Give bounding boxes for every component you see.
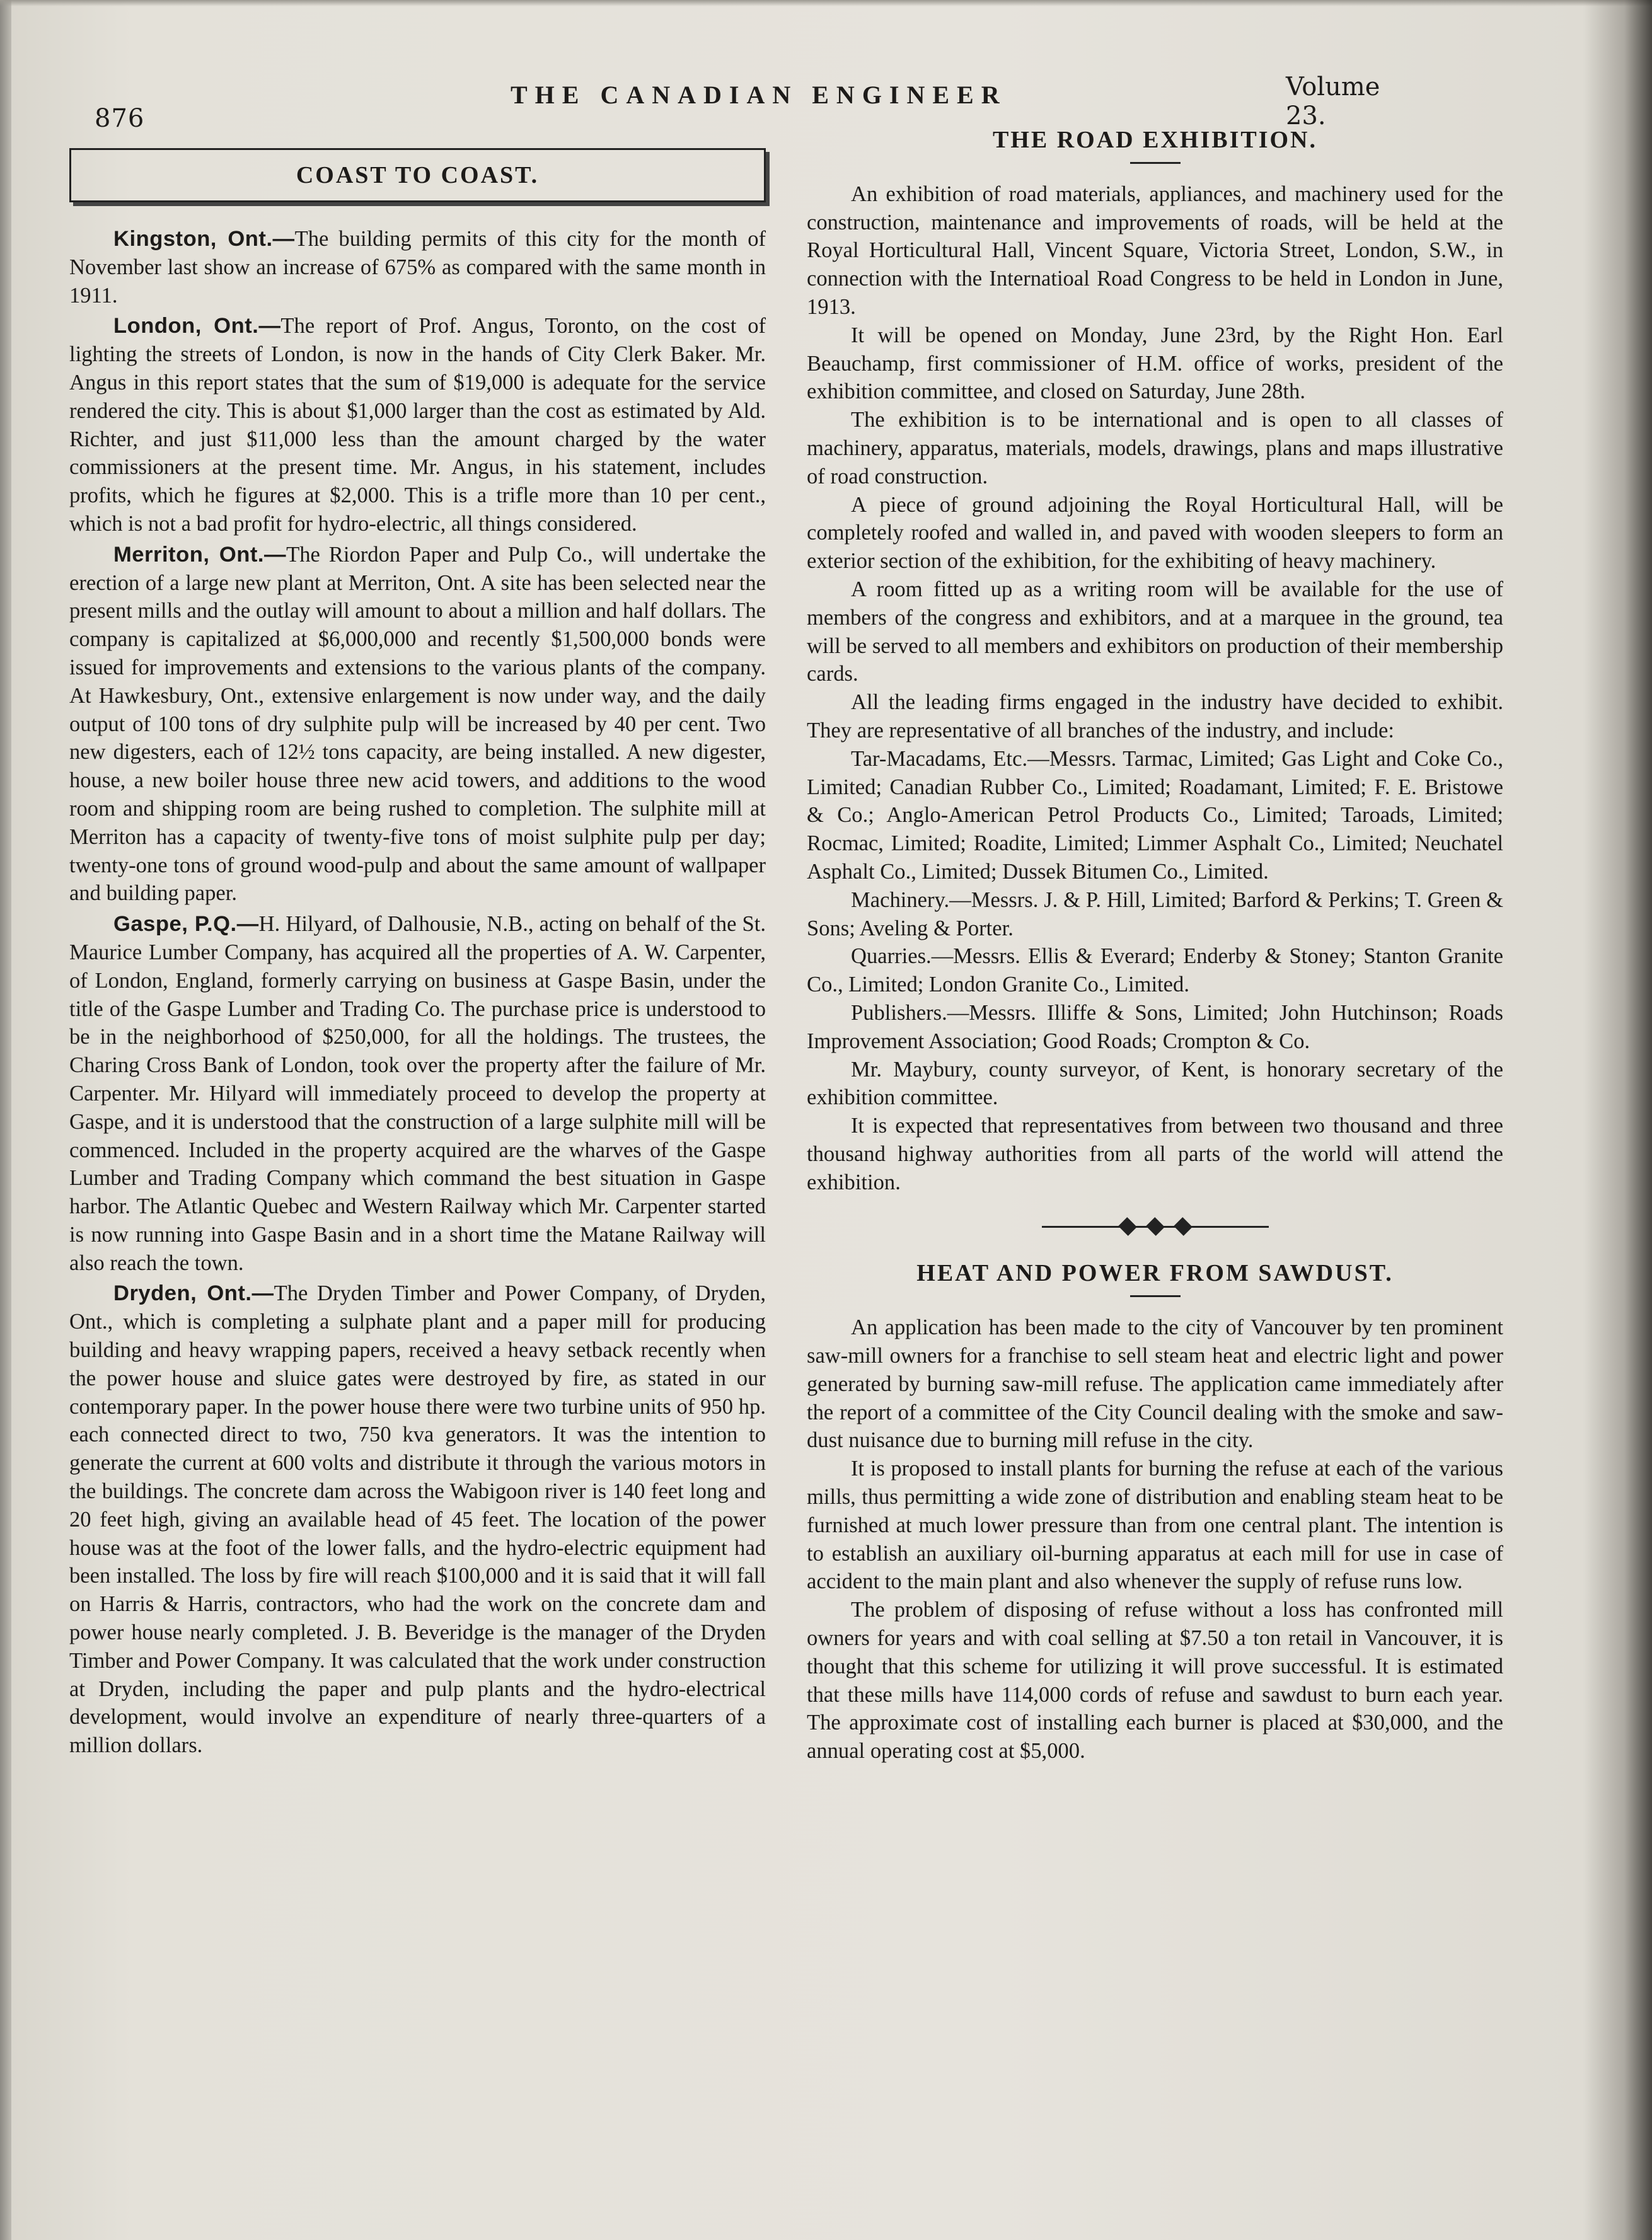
volume-label: Volume 23. (1286, 72, 1380, 130)
page-number: 876 (95, 104, 145, 133)
road-paragraph: A piece of ground adjoining the Royal Horticultural Hall, will be completely roofed and walled in, and paved with wooden sleepers to form an exterior section of the exhibition, for the exhibiting of heavy machinery. (807, 492, 1503, 574)
news-item-lead: Merriton, Ont.— (113, 542, 287, 567)
news-item-kingston (69, 225, 766, 309)
sawdust-paragraph: The problem of disposing of refuse without a loss has confronted mill owners for years and with coal selling at $7.50 a ton retail in Vancouver, it is thought that this scheme for utilizing it will prove successful. It is estimated that these mills have 114,000 cords of refuse and sawdust to burn each year. The approximate cost of installing each burner is placed at $30,000, and the annual operating cost at $5,000. (807, 1598, 1503, 1764)
divider-diamond (1146, 1218, 1165, 1237)
running-header (95, 72, 1424, 133)
coast-to-coast-heading: COAST TO COAST. (69, 148, 766, 202)
news-item-gaspe (69, 910, 766, 1277)
sawdust-paragraph: It is proposed to install plants for burning the refuse at each of the various mills, thus permitting a wide zone of distribution and enabling steam heat to be furnished at much lower pressure than from one central plant. The intention is to establish an auxiliary oil-burning apparatus at each mill for use in case of accident to the main plant and also whenever the supply of refuse runs low. (807, 1457, 1503, 1594)
divider-diamond (1174, 1218, 1193, 1237)
news-item-dryden (69, 1279, 766, 1760)
news-item-text: The Dryden Timber and Power Company, of Dryden, Ont., which is completing a sulphate plant and a paper mill for producing building and heavy wrapping papers, received a heavy setback recently when the power house and sluice gates were destroyed by fire, as stated in our contemporary paper. In the power house there were two turbine units of 950 hp. each connected direct to two, 750 kva generators. It was the intention to generate the current at 600 volts and distribute it through the various motors in the buildings. The concrete dam across the Wabigoon river is 140 feet long and 20 feet high, giving an available head of 45 feet. The location of the power house was at the foot of the lower falls, and the hydro-electric equipment had been installed. The loss by fire will reach $100,000 and it is said that it will fall on Harris & Harris, contractors, who had the work on the concrete dam and power house nearly completed. J. B. Beveridge is the manager of the Dryden Timber and Power Company. It was calculated that the work under construction at Dryden, including the paper and pulp plants and the hydro-electrical development, would involve an expenditure of nearly three-quarters of a million dollars. (69, 1281, 766, 1758)
sawdust-paragraph: An application has been made to the city of Vancouver by ten prominent saw-mill owners for a franchise to sell steam heat and electric light and power generated by burning saw-mill refuse. The application came immediately after the report of a committee of the City Council dealing with the smoke and saw-dust nuisance due to burning mill refuse in the city. (807, 1315, 1503, 1453)
road-paragraph: It will be opened on Monday, June 23rd, by the Right Hon. Earl Beauchamp, first commissioner of H.M. office of works, president of the exhibition committee, and closed on Saturday, June 28th. (807, 323, 1503, 404)
sawdust-heading: HEAT AND POWER FROM SAWDUST. (916, 1260, 1394, 1287)
left-column (69, 148, 766, 1760)
right-column (807, 126, 1503, 1765)
news-item-lead: Dryden, Ont.— (113, 1281, 274, 1306)
news-item-text: The building permits of this city for the month of November last show an increase of 675% as compared with the same month in 1911. (69, 227, 766, 308)
news-item-text: The report of Prof. Angus, Toronto, on the cost of lighting the streets of London, is now in the hands of City Clerk Baker. Mr. Angus in this report states that the sum of $19,000 is adequate for the service rendered the city. This is about $1,000 larger than the cost as estimated by Ald. Richter, and just $11,000 less than the amount charged by the water commissioners at the present time. Mr. Angus, in his statement, includes profits, which he figures at $2,000. This is a trifle more than 10 per cent., which is not a bad profit for hydro-electric, all things considered. (69, 314, 766, 536)
heading-rule (1130, 1295, 1181, 1297)
road-paragraph: Tar-Macadams, Etc.—Messrs. Tarmac, Limited; Gas Light and Coke Co., Limited; Canadian Rubber Co., Limited; Roadamant, Limited; F. E. Bristowe & Co.; Anglo-American Petrol Products Co., Limited; Taroads, Limited; Rocmac, Limited; Roadite, Limited; Limmer Asphalt Co., Limited; Neuchatel Asphalt Co., Limited; Dussek Bitumen Co., Limited. (807, 746, 1503, 884)
news-item-merriton (69, 541, 766, 908)
news-item-text: H. Hilyard, of Dalhousie, N.B., acting on behalf of the St. Maurice Lumber Company, has acquired all the properties of A. W. Carpenter, of London, England, formerly carrying on business at Gaspe Basin, under the title of the Gaspe Lumber and Trading Co. The purchase price is understood to be in the neighborhood of $250,000, for all the holdings. The trustees, the Charing Cross Bank of London, took over the property after the failure of Mr. Carpenter. Mr. Hilyard will immediately proceed to develop the property at Gaspe, and it is understood that the construction of a large sulphite mill will be commenced. Included in the property acquired are the wharves of the Gaspe Lumber and Trading Company which command the best situation in Gaspe harbor. The Atlantic Quebec and Western Railway which Mr. Carpenter started is now running into Gaspe Basin and in a short time the Matane Railway will also reach the town. (69, 912, 766, 1275)
news-item-london (69, 312, 766, 538)
binding-edge (0, 0, 11, 2240)
news-item-text: The Riordon Paper and Pulp Co., will undertake the erection of a large new plant at Merriton, Ont. A site has been selected near the present mills and the outlay will amount to about a million and half dollars. The company is capitalized at $6,000,000 and recently $1,500,000 bonds were issued for improvements and extensions to the various plants of the company. At Hawkesbury, Ont., extensive enlargement is now under way, and the daily output of 100 tons of dry sulphite pulp will be increased by 40 per cent. Two new digesters, each of 12½ tons capacity, are being installed. A new digester, house, a new boiler house three new acid towers, and additions to the wood room and shipping room are being rushed to completion. The sulphite mill at Merriton has a capacity of twenty-five tons of moist sulphite pulp per day; twenty-one tons of ground wood-pulp and about the same amount of wallpaper and building paper. (69, 542, 766, 906)
road-paragraph: All the leading firms engaged in the industry have decided to exhibit. They are representative of all branches of the industry, and include: (807, 690, 1503, 742)
road-paragraph: A room fitted up as a writing room will be available for the use of members of the congress and exhibitors, and at a marquee in the ground, tea will be served to all members and exhibitors on production of their membership cards. (807, 577, 1503, 686)
news-item-lead: Kingston, Ont.— (113, 227, 295, 251)
road-paragraph: Mr. Maybury, county surveyor, of Kent, is honorary secretary of the exhibition committee. (807, 1057, 1503, 1110)
road-paragraph: The exhibition is to be international and is open to all classes of machinery, apparatus, materials, models, drawings, plans and maps illustrative of road construction. (807, 408, 1503, 488)
ornamental-divider (1042, 1219, 1269, 1234)
divider-diamond (1118, 1218, 1137, 1237)
road-paragraph: Quarries.—Messrs. Ellis & Everard; Enderby & Stoney; Stanton Granite Co., Limited; London Granite Co., Limited. (807, 944, 1503, 997)
road-paragraph: An exhibition of road materials, appliances, and machinery used for the construction, maintenance and improvements of roads, will be held at the Royal Horticultural Hall, Vincent Square, Victoria Street, London, S.W., in connection with the Internatioal Road Congress to be held in London in June, 1913. (807, 182, 1503, 319)
news-item-lead: London, Ont.— (113, 314, 281, 338)
news-item-lead: Gaspe, P.Q.— (113, 912, 259, 937)
heading-rule (1130, 162, 1181, 164)
gutter-shadow (1583, 0, 1652, 2240)
road-paragraph: Publishers.—Messrs. Illiffe & Sons, Limited; John Hutchinson; Roads Improvement Association; Good Roads; Crompton & Co. (807, 1000, 1503, 1053)
road-paragraph: It is expected that representatives from between two thousand and three thousand highway authorities from all parts of the world will attend the exhibition. (807, 1114, 1503, 1194)
road-exhibition-heading: THE ROAD EXHIBITION. (992, 127, 1318, 153)
top-edge-shadow (0, 0, 1652, 6)
road-paragraph: Machinery.—Messrs. J. & P. Hill, Limited; Barford & Perkins; T. Green & Sons; Aveling & Porter. (807, 887, 1503, 940)
journal-title: THE CANADIAN ENGINEER (511, 81, 1007, 109)
